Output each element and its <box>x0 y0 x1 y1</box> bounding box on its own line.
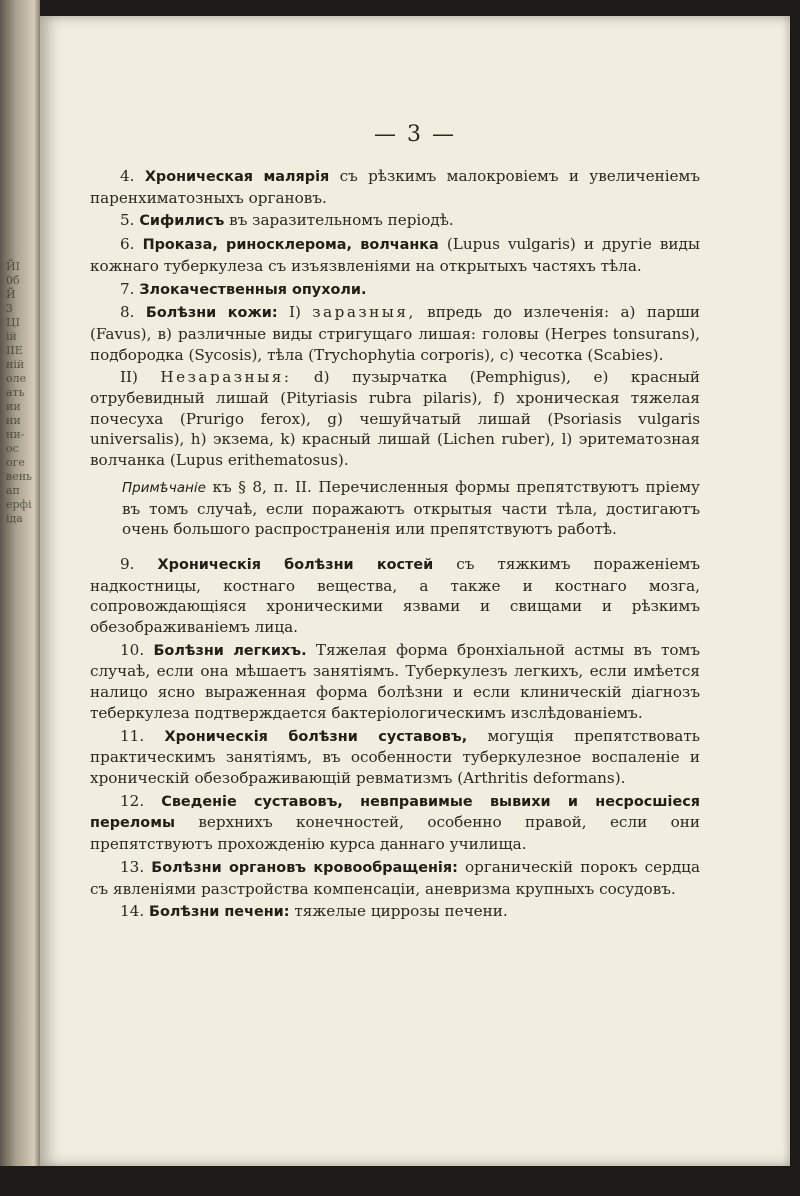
page-body <box>90 166 700 925</box>
item-text: органическій порокъ сердца съ явленіями разстройства компенсаціи, аневризма крупныхъ сосудовъ. <box>90 857 701 898</box>
list-item <box>90 166 700 208</box>
item-text: въ заразительномъ періодѣ. <box>224 211 454 230</box>
fragment: ап <box>6 484 20 497</box>
item-text: (Lupus vulgaris) и другіе виды кожнаго туберкулеза съ изъязвленіями на открытыхъ частяхъ тѣла. <box>90 235 700 275</box>
item-heading: Хроническія болѣзни костей <box>157 556 434 573</box>
list-item <box>90 279 700 301</box>
fragment: іда <box>6 512 23 525</box>
list-item <box>90 554 700 638</box>
item-number: 13. <box>120 857 145 876</box>
item-heading: Хроническая малярія <box>144 169 330 185</box>
sub-text: d) пузырчатка (Pemphigus), e) красный отрубевидный лишай (Pityriasis rubra pilaris), f) хроническая тяжелая почесуха (Prurigo ferox), g) чешуйчатый лишай (Psoriasis vulgaris universalis), h) экзема, k) красный лишай (Lichen ruber), l) эритематозная волчанка (Lupus erithematosus). <box>90 368 700 470</box>
fragment: ій <box>6 330 17 343</box>
note-text: къ § 8, п. II. Перечисленныя формы препятствуютъ пріему въ томъ случаѣ, если поражаютъ открытыя части тѣла, достигаютъ очень большого распространенія или препятствуютъ работѣ. <box>122 477 700 539</box>
fragment: ІІЕ <box>6 344 23 357</box>
scan-bottom-edge <box>0 1166 800 1196</box>
item-heading: Болѣзни печени: <box>148 904 290 921</box>
item-text: тяжелые циррозы печени. <box>289 902 508 921</box>
item-number: 9. <box>120 554 135 573</box>
item-number: 14. <box>120 902 145 921</box>
fragment: оге <box>6 456 25 469</box>
fragment: Й <box>6 288 16 301</box>
item-number: 8. <box>120 303 135 322</box>
document-page <box>40 16 790 1166</box>
item-heading: Болѣзни кожи: <box>145 305 278 322</box>
facing-page-edge <box>0 0 40 1196</box>
item-text: съ тяжкимъ пораженіемъ надкостницы, костнаго вещества, а также и костнаго мозга, сопровождающіяся хроническими язвами и свищами и рѣзкимъ обезображиваніемъ лица. <box>90 554 701 637</box>
fragment: оле <box>6 372 27 385</box>
note-label: Примѣчаніе <box>122 479 206 496</box>
item-number: 10. <box>120 640 145 659</box>
list-item <box>90 302 700 365</box>
fragment: вень <box>6 470 33 483</box>
item-heading: Сведеніе суставовъ, невправимые вывихи и несросшіеся переломы <box>90 793 700 832</box>
list-item <box>90 726 700 789</box>
list-item <box>90 640 700 724</box>
sub-prefix: II) <box>120 368 161 387</box>
fragment: ерфі <box>6 498 32 511</box>
footnote <box>90 477 700 540</box>
fragment: 0б <box>6 274 20 287</box>
item-number: 12. <box>120 791 145 810</box>
fragment: 3 <box>6 302 13 315</box>
item-number: 4. <box>120 167 135 185</box>
item-text: Тяжелая форма бронхіальной астмы въ томъ случаѣ, если она мѣшаетъ занятіямъ. Туберкулезъ легкихъ, если имѣется налицо ясно выраженная форма болѣзни и если клиническій діагнозъ теберкулеза подтверждается бактеріологическимъ изслѣдованіемъ. <box>90 640 700 722</box>
fragment: ЦІ <box>6 316 20 329</box>
list-item <box>90 234 700 276</box>
page-number: — 3 — <box>374 122 456 147</box>
item-number: 5. <box>120 211 135 230</box>
item-text: съ рѣзкимъ малокровіемъ и увеличеніемъ паренхиматозныхъ органовъ. <box>90 167 701 207</box>
list-item <box>90 901 700 923</box>
fragment: ній <box>6 358 25 371</box>
item-number: 7. <box>120 279 135 298</box>
item-heading: Злокачественныя опухоли. <box>139 281 367 298</box>
item-number: 11. <box>120 726 145 745</box>
spaced-term: Незаразныя: <box>160 368 292 387</box>
facing-page-fragments <box>6 260 36 526</box>
item-heading: Сифилисъ <box>139 213 225 230</box>
fragment: ни <box>6 414 21 427</box>
fragment: ать <box>6 386 25 399</box>
list-item <box>90 210 700 232</box>
list-item <box>90 791 700 855</box>
sub-item <box>90 367 700 471</box>
item-heading: Хроническія болѣзни суставовъ, <box>164 728 468 745</box>
item-text-prefix: I) <box>277 303 313 322</box>
item-heading: Болѣзни легкихъ. <box>153 642 307 659</box>
spaced-term: заразныя, <box>312 303 416 322</box>
fragment: ос <box>6 442 19 455</box>
item-heading: Болѣзни органовъ кровообращенія: <box>151 859 458 876</box>
fragment: ни- <box>6 428 25 441</box>
item-text: могущія препятствовать практическимъ занятіямъ, въ особенности туберкулезное воспаленіе и хроническій обезображивающій ревматизмъ (Arthritis deformans). <box>90 726 701 787</box>
item-heading: Проказа, риносклерома, волчанка <box>142 237 439 254</box>
list-item <box>90 857 700 899</box>
item-text: верхнихъ конечностей, особенно правой, если они препятствуютъ прохожденію курса даннаго училища. <box>90 813 700 854</box>
item-text: впредь до излеченія: a) парши (Favus), в) различные виды стригущаго лишая: головы (Herpes tonsurans), подбородка (Sycosis), тѣла (Tryсhophytia corporis), c) чесотка (Scabies). <box>90 303 700 364</box>
fragment: ЙІ <box>6 260 20 273</box>
fragment: ии <box>6 400 21 413</box>
item-number: 6. <box>120 235 135 254</box>
